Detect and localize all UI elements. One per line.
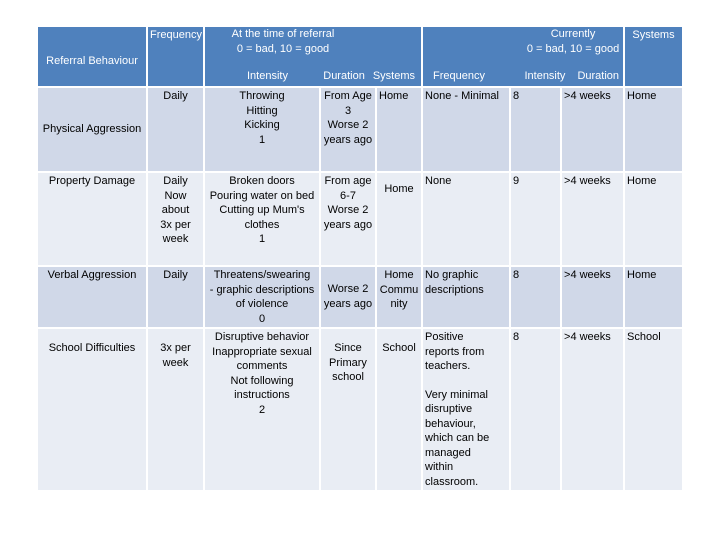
intensity-cell: Throwing Hitting Kicking 1 (205, 88, 319, 171)
header-intensity-current: Intensity (524, 69, 566, 82)
current-intensity-cell: 8 (511, 329, 560, 490)
header-currently-group (423, 27, 623, 86)
current-frequency-cell: None - Minimal (423, 88, 509, 171)
header-duration-current: Duration (577, 69, 620, 82)
current-systems-cell: Home (625, 267, 682, 327)
current-frequency-cell: No graphic descriptions (423, 267, 509, 327)
behaviour-label: Property Damage (38, 173, 146, 265)
current-systems-cell: Home (625, 88, 682, 171)
current-frequency-cell: None (423, 173, 509, 265)
current-duration-cell: >4 weeks (562, 329, 623, 490)
header-intensity: Intensity (247, 69, 288, 82)
header-frequency-current: Frequency (433, 69, 485, 82)
table-row (38, 88, 682, 171)
intensity-cell: Broken doors Pouring water on bed Cutting up Mum's clothes 1 (205, 173, 319, 265)
current-intensity-cell: 8 (511, 88, 560, 171)
intensity-cell: Disruptive behavior Inappropriate sexual comments Not following instructions 2 (205, 329, 319, 490)
frequency-cell: 3x per week (148, 329, 203, 490)
table-row (38, 173, 682, 265)
duration-cell: From Age 3 Worse 2 years ago (321, 88, 375, 171)
current-frequency-cell: Positive reports from teachers. Very minimal disruptive behaviour, which can be managed within classroom. (423, 329, 509, 490)
systems-cell: Home Commu nity (377, 267, 421, 327)
header-referral-behaviour: Referral Behaviour (38, 27, 146, 86)
intensity-cell: Threatens/swearing - graphic descriptions of violence 0 (205, 267, 319, 327)
frequency-cell: Daily (148, 88, 203, 171)
header-duration: Duration (323, 69, 365, 82)
systems-cell: Home (377, 173, 421, 265)
header-currently-scale: 0 = bad, 10 = good (526, 42, 620, 55)
referral-behaviour-table (36, 25, 684, 492)
header-at-referral-scale: 0 = bad, 10 = good (236, 42, 330, 55)
frequency-cell: Daily (148, 267, 203, 327)
duration-cell: From age 6-7 Worse 2 years ago (321, 173, 375, 265)
behaviour-label: School Difficulties (38, 329, 146, 490)
systems-cell: School (377, 329, 421, 490)
current-systems-cell: School (625, 329, 682, 490)
current-duration-cell: >4 weeks (562, 88, 623, 171)
header-row (38, 27, 682, 86)
header-systems-current: Systems (625, 27, 682, 86)
header-systems: Systems (372, 69, 416, 82)
duration-cell: Since Primary school (321, 329, 375, 490)
current-duration-cell: >4 weeks (562, 173, 623, 265)
current-intensity-cell: 9 (511, 173, 560, 265)
header-currently-title: Currently (550, 28, 596, 40)
table-row (38, 329, 682, 490)
current-systems-cell: Home (625, 173, 682, 265)
table-row (38, 267, 682, 327)
frequency-cell: Daily Now about 3x per week (148, 173, 203, 265)
behaviour-label: Physical Aggression (38, 88, 146, 171)
systems-cell: Home (377, 88, 421, 171)
behaviour-label: Verbal Aggression (38, 267, 146, 327)
header-at-referral-group (205, 27, 421, 86)
current-duration-cell: >4 weeks (562, 267, 623, 327)
duration-cell: Worse 2 years ago (321, 267, 375, 327)
header-at-referral-title: At the time of referral (231, 28, 335, 40)
header-frequency: Frequency (148, 27, 203, 86)
current-intensity-cell: 8 (511, 267, 560, 327)
